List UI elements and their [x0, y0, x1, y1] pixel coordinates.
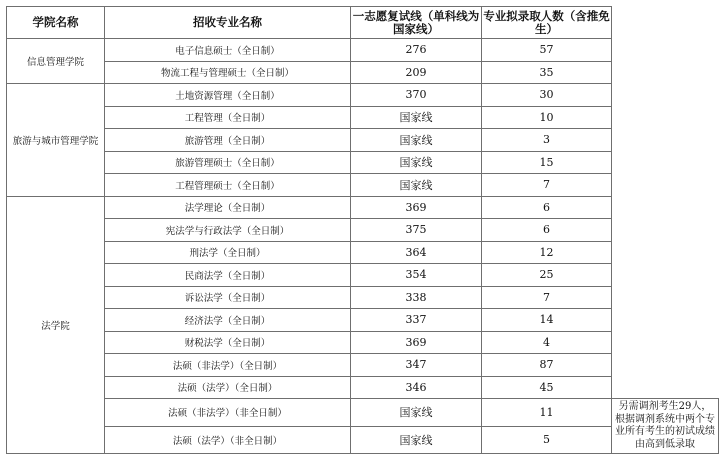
- table-row: [7, 151, 719, 174]
- quota-cell: 6: [482, 219, 612, 242]
- quota-cell: 7: [482, 286, 612, 309]
- note-spacer: [612, 219, 719, 242]
- note-spacer: [612, 354, 719, 377]
- table-row: [7, 309, 719, 332]
- score-cell: 276: [351, 39, 482, 62]
- note-spacer: [612, 106, 719, 129]
- note-spacer: [612, 331, 719, 354]
- score-cell: 国家线: [351, 174, 482, 197]
- major-cell: 工程管理（全日制）: [105, 106, 351, 129]
- table-row: [7, 219, 719, 242]
- header-score: 一志愿复试线（单科线为国家线）: [351, 7, 482, 39]
- note-spacer: [612, 84, 719, 107]
- major-cell: 土地资源管理（全日制）: [105, 84, 351, 107]
- college-cell: 信息管理学院: [7, 39, 105, 84]
- quota-cell: 57: [482, 39, 612, 62]
- major-cell: 电子信息硕士（全日制）: [105, 39, 351, 62]
- major-cell: 诉讼法学（全日制）: [105, 286, 351, 309]
- score-cell: 338: [351, 286, 482, 309]
- table-row: [7, 174, 719, 197]
- quota-cell: 3: [482, 129, 612, 152]
- major-cell: 法硕（非法学）（非全日制）: [105, 399, 351, 427]
- score-cell: 370: [351, 84, 482, 107]
- quota-cell: 25: [482, 264, 612, 287]
- quota-cell: 7: [482, 174, 612, 197]
- note-spacer: [612, 286, 719, 309]
- table-row: [7, 61, 719, 84]
- admission-table: [6, 6, 719, 454]
- major-cell: 工程管理硕士（全日制）: [105, 174, 351, 197]
- quota-cell: 15: [482, 151, 612, 174]
- header-quota: 专业拟录取人数（含推免生）: [482, 7, 612, 39]
- quota-cell: 5: [482, 426, 612, 454]
- table-row: [7, 129, 719, 152]
- table-row: [7, 196, 719, 219]
- major-cell: 民商法学（全日制）: [105, 264, 351, 287]
- score-cell: 国家线: [351, 399, 482, 427]
- major-cell: 法硕（非法学）（全日制）: [105, 354, 351, 377]
- score-cell: 364: [351, 241, 482, 264]
- score-cell: 337: [351, 309, 482, 332]
- quota-cell: 14: [482, 309, 612, 332]
- score-cell: 369: [351, 331, 482, 354]
- score-cell: 国家线: [351, 151, 482, 174]
- quota-cell: 4: [482, 331, 612, 354]
- quota-cell: 12: [482, 241, 612, 264]
- table-row: [7, 399, 719, 427]
- major-cell: 物流工程与管理硕士（全日制）: [105, 61, 351, 84]
- quota-cell: 30: [482, 84, 612, 107]
- note-cell: 另需调剂考生29人，根据调剂系统中两个专业所有考生的初试成绩由高到低录取: [612, 399, 719, 454]
- header-row: [7, 7, 719, 39]
- note-spacer: [612, 196, 719, 219]
- table-row: [7, 286, 719, 309]
- major-cell: 经济法学（全日制）: [105, 309, 351, 332]
- score-cell: 国家线: [351, 106, 482, 129]
- college-cell: 旅游与城市管理学院: [7, 84, 105, 197]
- score-cell: 346: [351, 376, 482, 399]
- major-cell: 旅游管理（全日制）: [105, 129, 351, 152]
- quota-cell: 45: [482, 376, 612, 399]
- major-cell: 法硕（法学）（非全日制）: [105, 426, 351, 454]
- note-spacer: [612, 129, 719, 152]
- quota-cell: 6: [482, 196, 612, 219]
- header-college: 学院名称: [7, 7, 105, 39]
- note-spacer: [612, 174, 719, 197]
- score-cell: 347: [351, 354, 482, 377]
- note-spacer: [612, 39, 719, 62]
- score-cell: 375: [351, 219, 482, 242]
- table-row: [7, 331, 719, 354]
- table-row: [7, 84, 719, 107]
- score-cell: 354: [351, 264, 482, 287]
- quota-cell: 11: [482, 399, 612, 427]
- major-cell: 旅游管理硕士（全日制）: [105, 151, 351, 174]
- major-cell: 刑法学（全日制）: [105, 241, 351, 264]
- note-spacer: [612, 61, 719, 84]
- score-cell: 国家线: [351, 129, 482, 152]
- score-cell: 209: [351, 61, 482, 84]
- table-row: [7, 241, 719, 264]
- note-spacer: [612, 309, 719, 332]
- major-cell: 宪法学与行政法学（全日制）: [105, 219, 351, 242]
- header-major: 招收专业名称: [105, 7, 351, 39]
- quota-cell: 87: [482, 354, 612, 377]
- header-note-spacer: [612, 7, 719, 39]
- major-cell: 法硕（法学）（全日制）: [105, 376, 351, 399]
- note-spacer: [612, 241, 719, 264]
- table-row: [7, 264, 719, 287]
- quota-cell: 35: [482, 61, 612, 84]
- note-spacer: [612, 151, 719, 174]
- note-spacer: [612, 376, 719, 399]
- table-row: [7, 106, 719, 129]
- major-cell: 财税法学（全日制）: [105, 331, 351, 354]
- table-row: [7, 354, 719, 377]
- college-cell: 法学院: [7, 196, 105, 454]
- table-row: [7, 376, 719, 399]
- score-cell: 国家线: [351, 426, 482, 454]
- quota-cell: 10: [482, 106, 612, 129]
- note-spacer: [612, 264, 719, 287]
- score-cell: 369: [351, 196, 482, 219]
- major-cell: 法学理论（全日制）: [105, 196, 351, 219]
- table-row: [7, 39, 719, 62]
